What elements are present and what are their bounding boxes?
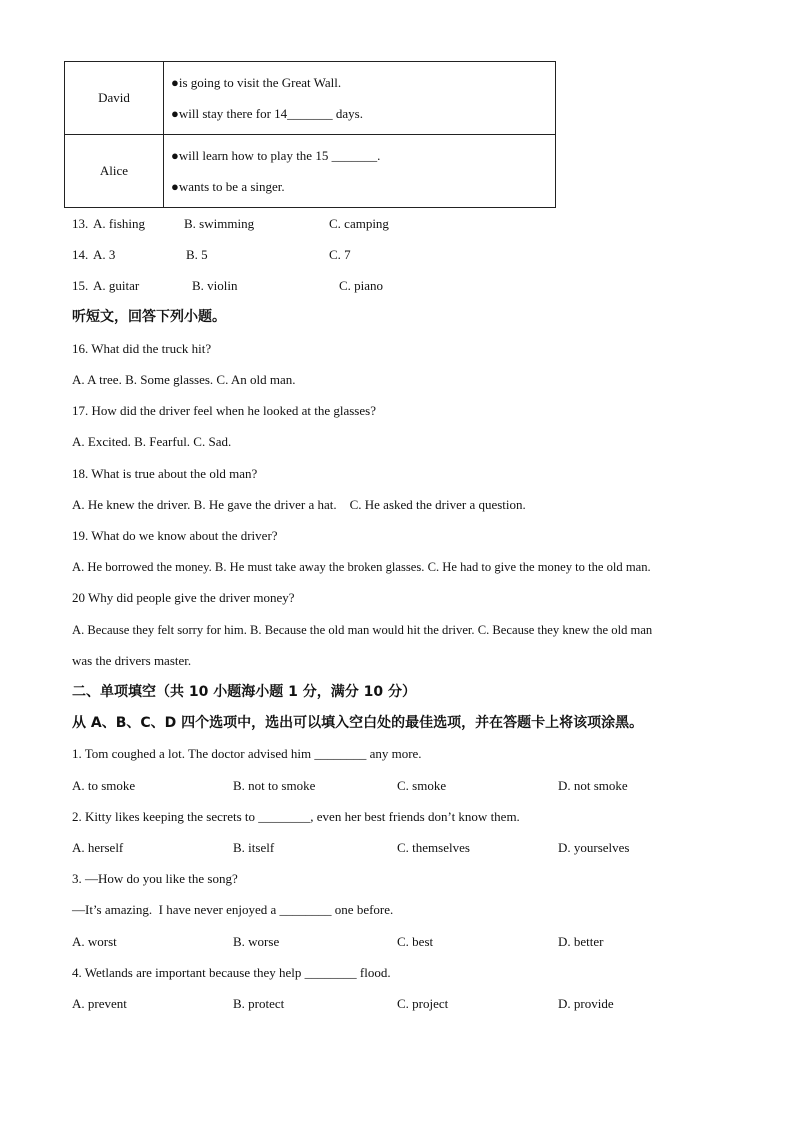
option-b: B. violin: [192, 278, 238, 293]
mc-option-a: A. worst: [72, 934, 117, 949]
option-c: C. camping: [329, 216, 389, 231]
table-name-cell: Alice: [65, 135, 164, 208]
mc-option-c: C. project: [397, 996, 449, 1011]
info-table: [64, 61, 556, 208]
option-a: A. fishing: [93, 216, 145, 231]
section-instruction: 从 A、B、C、D 四个选项中，选出可以填入空白处的最佳选项，并在答题卡上将该项涂黑。: [72, 715, 644, 731]
mc-option-b: B. itself: [233, 840, 275, 855]
option-b: B. 5: [186, 247, 208, 262]
question-17-options: A. Excited. B. Fearful. C. Sad.: [72, 434, 232, 449]
question-19-options: A. He borrowed the money. B. He must take away the broken glasses. C. He had to give the money to the old man.: [72, 560, 651, 574]
question-number: 13.: [72, 216, 89, 231]
table-row: [65, 135, 556, 208]
mc-option-d: D. better: [558, 934, 604, 949]
mc-option-a: A. prevent: [72, 996, 127, 1011]
question-18: 18. What is true about the old man?: [72, 466, 258, 481]
table-detail-line: ●wants to be a singer.: [171, 179, 285, 194]
table-detail-cell: [164, 135, 556, 208]
question-number: 14.: [72, 247, 89, 262]
option-a: A. guitar: [93, 278, 140, 293]
mc-option-a: A. to smoke: [72, 778, 136, 793]
question-number: 15.: [72, 278, 89, 293]
section-title: 二、单项填空（共 10 小题海小题 1 分，满分 10 分）: [72, 684, 416, 700]
table-detail-line: ●is going to visit the Great Wall.: [171, 75, 342, 90]
question-16-options: A. A tree. B. Some glasses. C. An old man.: [72, 372, 296, 387]
table-row: [65, 62, 556, 135]
passage-heading: 听短文，回答下列小题。: [72, 309, 226, 325]
question-19: 19. What do we know about the driver?: [72, 528, 278, 543]
question-16: 16. What did the truck hit?: [72, 341, 212, 356]
mc-option-b: B. worse: [233, 934, 280, 949]
mc-question-1: 1. Tom coughed a lot. The doctor advised him ________ any more.: [72, 746, 422, 761]
table-detail-cell: [164, 62, 556, 135]
table-detail-line: ●will learn how to play the 15 _______.: [171, 148, 381, 163]
question-20: 20 Why did people give the driver money?: [72, 590, 295, 605]
option-c: C. piano: [339, 278, 384, 293]
mc-option-d: D. not smoke: [558, 778, 628, 793]
mc-option-b: B. protect: [233, 996, 285, 1011]
question-20-options-cont: was the drivers master.: [72, 653, 192, 668]
option-a: A. 3: [93, 247, 116, 262]
mc-option-a: A. herself: [72, 840, 124, 855]
mc-option-d: D. provide: [558, 996, 614, 1011]
option-c: C. 7: [329, 247, 351, 262]
table-detail-line: ●will stay there for 14_______ days.: [171, 106, 363, 121]
mc-option-d: D. yourselves: [558, 840, 630, 855]
mc-option-c: C. themselves: [397, 840, 470, 855]
option-b: B. swimming: [184, 216, 255, 231]
mc-question-2: 2. Kitty likes keeping the secrets to ________, even her best friends don’t know them.: [72, 809, 520, 824]
mc-question-4: 4. Wetlands are important because they help ________ flood.: [72, 965, 391, 980]
mc-option-c: C. smoke: [397, 778, 447, 793]
table-name-cell: David: [65, 62, 164, 135]
mc-option-b: B. not to smoke: [233, 778, 316, 793]
mc-option-c: C. best: [397, 934, 434, 949]
mc-question-3: 3. —How do you like the song?: [72, 871, 238, 886]
mc-question-3-reply: —It’s amazing. I have never enjoyed a ________ one before.: [72, 902, 394, 917]
question-20-options: A. Because they felt sorry for him. B. Because the old man would hit the driver. C. Because they knew the old man: [72, 623, 653, 637]
question-18-options: A. He knew the driver. B. He gave the driver a hat. C. He asked the driver a question.: [72, 497, 526, 512]
question-17: 17. How did the driver feel when he looked at the glasses?: [72, 403, 376, 418]
